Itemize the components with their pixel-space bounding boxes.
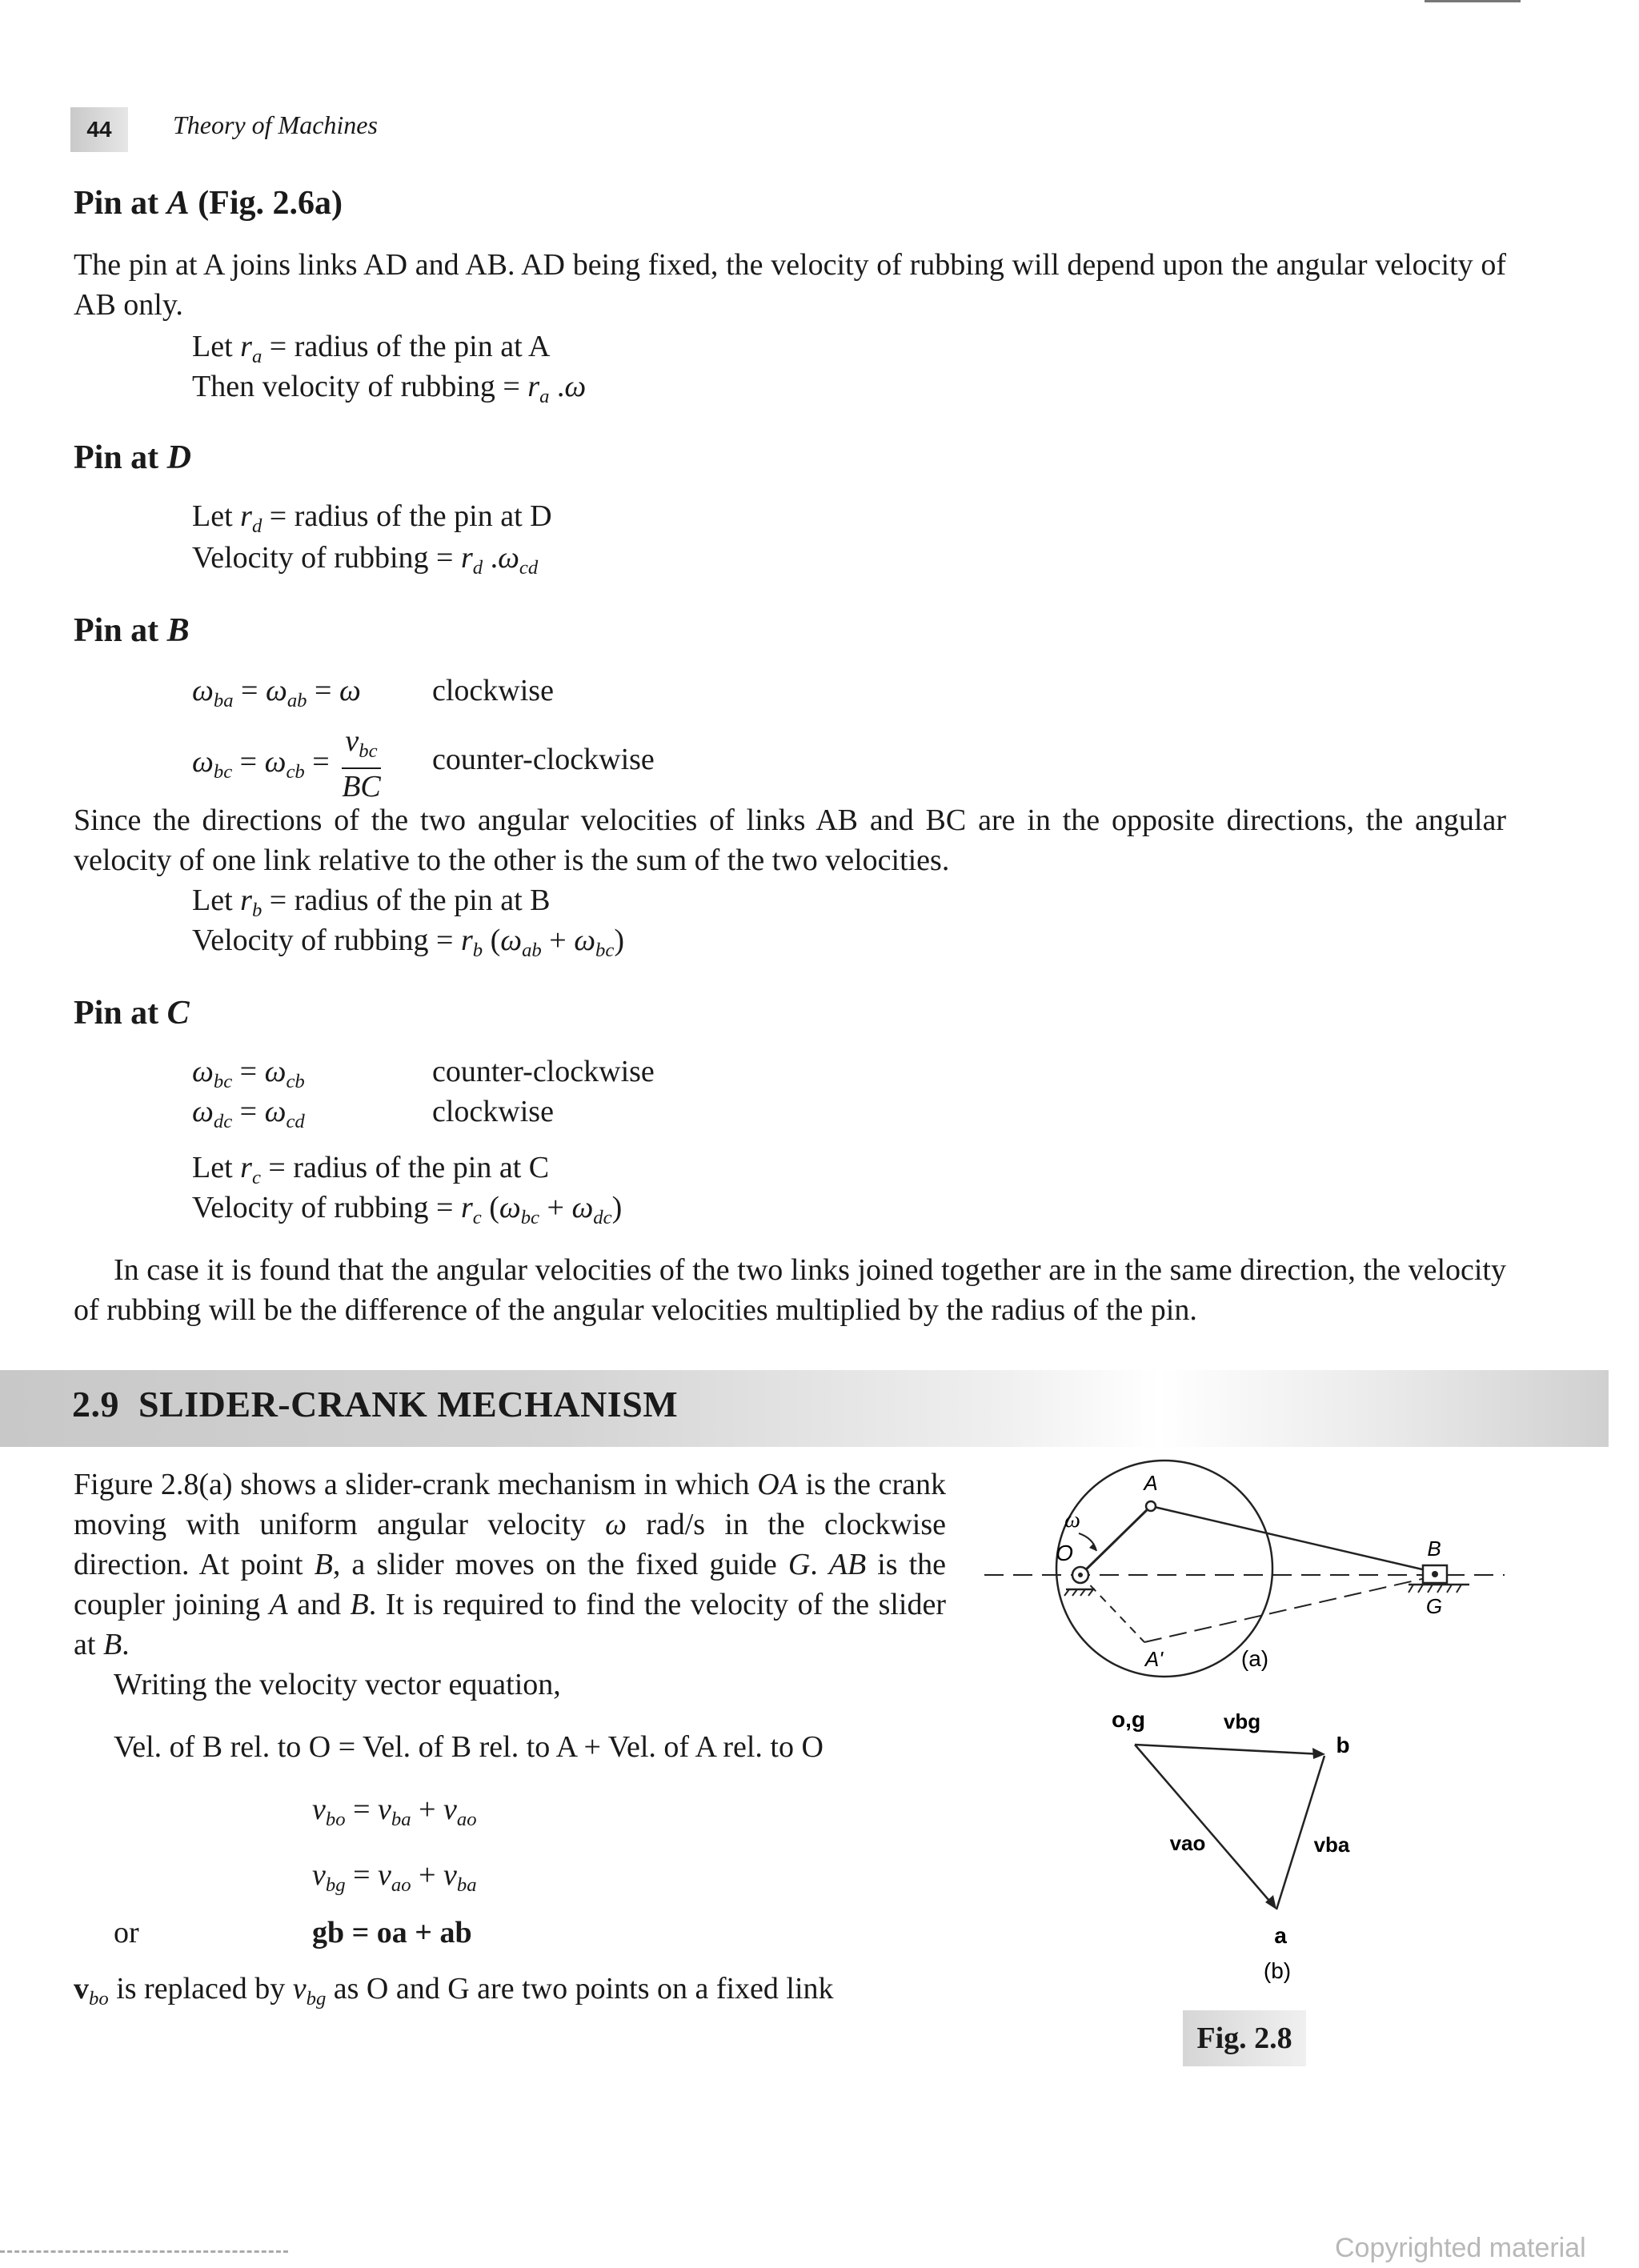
section-title: 2.9 SLIDER-CRANK MECHANISM <box>72 1384 679 1425</box>
label-omega: ω <box>1064 1508 1080 1533</box>
watermark: Copyrighted material <box>1335 2233 1586 2263</box>
label-g: G <box>1425 1594 1443 1618</box>
writing-line: Writing the velocity vector equation, <box>114 1668 561 1701</box>
coupler-a-prime-b <box>1144 1577 1433 1642</box>
pin-b-body: Since the directions of the two angular velocities of links AB and BC are in the opposite directions, the angular velocity of one link relative to the other is the sum of the two velocities. <box>74 803 1506 877</box>
pin-b-eq1-direction: clockwise <box>432 674 554 707</box>
crank-oa-prime <box>1080 1575 1144 1642</box>
caption-b: (b) <box>1263 1958 1292 1983</box>
eq-vbo: $v_{bo} = v_{ba} + v_{ao}$ <box>312 1793 477 1830</box>
footer-rule <box>0 2250 288 2255</box>
pin-b-eq1: $\omega_{ba} = \omega_{ab} = \omega$ <box>192 674 361 711</box>
closing-paragraph: In case it is found that the angular velocities of the two links joined together are in the same direction, the velocity of rubbing will be the difference of the angular velocities multiplied by the radius of the pin. <box>74 1253 1506 1327</box>
label-b: B <box>1427 1537 1441 1561</box>
slider-crank-figure <box>960 1457 1521 1985</box>
heading-pin-b: Pin at B <box>74 612 190 649</box>
label-o: O <box>1056 1541 1073 1565</box>
vector-gb <box>1135 1745 1322 1754</box>
replaced-line: $v_{bo}$ is replaced by $v_{bg}$ as O and G are two points on a fixed link <box>74 1972 834 2010</box>
label-vba: vba <box>1313 1833 1350 1857</box>
top-rule <box>1425 0 1521 2</box>
slider-paragraph: Figure 2.8(a) shows a slider-crank mechanism in which OA is the crank moving with uniform angular velocity ω rad/s in the clockwise direction. At point B, a slider moves on the fixed guide G. AB is the coupler joining A and B. It is required to find the velocity of the slider at B. <box>74 1468 947 1661</box>
or-label: or <box>114 1916 139 1949</box>
label-og: o,g <box>1112 1707 1145 1732</box>
pin-b-eq2-direction: counter-clockwise <box>432 743 655 776</box>
pin-d-vel: Velocity of rubbing = $r_d$ $.\omega_{cd}$ <box>192 541 539 579</box>
heading-pin-a: Pin at A (Fig. 2.6a) <box>74 185 343 222</box>
label-a-prime: A' <box>1144 1647 1164 1671</box>
crank-circle <box>1056 1461 1272 1677</box>
running-header: Theory of Machines <box>173 110 378 139</box>
pin-d-let: Let $r_d$ = radius of the pin at D <box>192 499 552 537</box>
pin-c-eq2-direction: clockwise <box>432 1095 554 1128</box>
pin-a <box>1146 1501 1156 1511</box>
label-vbg: vbg <box>1223 1709 1261 1733</box>
pin-c-eq1-direction: counter-clockwise <box>432 1055 655 1088</box>
pin-c-eq1: $\omega_{bc} = \omega_{cb}$ <box>192 1055 305 1092</box>
eq-gb: gb = oa + ab <box>312 1916 472 1949</box>
pin-c-vel: Velocity of rubbing = $r_c$ $(\omega_{bc} + \omega_{dc})$ <box>192 1191 623 1228</box>
coupler-ab <box>1151 1506 1433 1572</box>
label-b-small: b <box>1336 1733 1350 1757</box>
pin-b-let: Let $r_b$ = radius of the pin at B <box>192 884 551 921</box>
heading-pin-c: Pin at C <box>74 995 190 1032</box>
pin-c-eq2: $\omega_{dc} = \omega_{cd}$ <box>192 1095 305 1132</box>
pin-b-vel: Velocity of rubbing = $r_b$ $(\omega_{ab} + \omega_{bc})$ <box>192 924 625 961</box>
pin-c-let: Let $r_c$ = radius of the pin at C <box>192 1151 550 1188</box>
label-a-small: a <box>1274 1923 1287 1948</box>
velocity-equation: Vel. of B rel. to O = Vel. of B rel. to A + Vel. of A rel. to O <box>114 1730 824 1764</box>
heading-pin-d: Pin at D <box>74 439 192 476</box>
pin-b-eq2: $\omega_{bc} = \omega_{cb}$ = $\frac{v_{bc}}{BC}$ <box>192 724 381 803</box>
eq-vbg: $v_{bg} = v_{ao} + v_{ba}$ <box>312 1858 477 1896</box>
pin-a-body: The pin at A joins links AD and AB. AD being fixed, the velocity of rubbing will depend upon the angular velocity of AB only. <box>74 248 1506 322</box>
pin-a-let: Let $r_a$ = radius of the pin at A <box>192 330 551 367</box>
figure-caption: Fig. 2.8 <box>1183 2010 1306 2066</box>
label-vao: vao <box>1169 1831 1206 1855</box>
pin-a-then: Then velocity of rubbing = $r_a$ .ω <box>192 370 587 407</box>
caption-a: (a) <box>1240 1646 1269 1671</box>
label-a-point: A <box>1144 1471 1158 1495</box>
vector-oa <box>1135 1745 1274 1906</box>
page-number: 44 <box>70 107 128 152</box>
